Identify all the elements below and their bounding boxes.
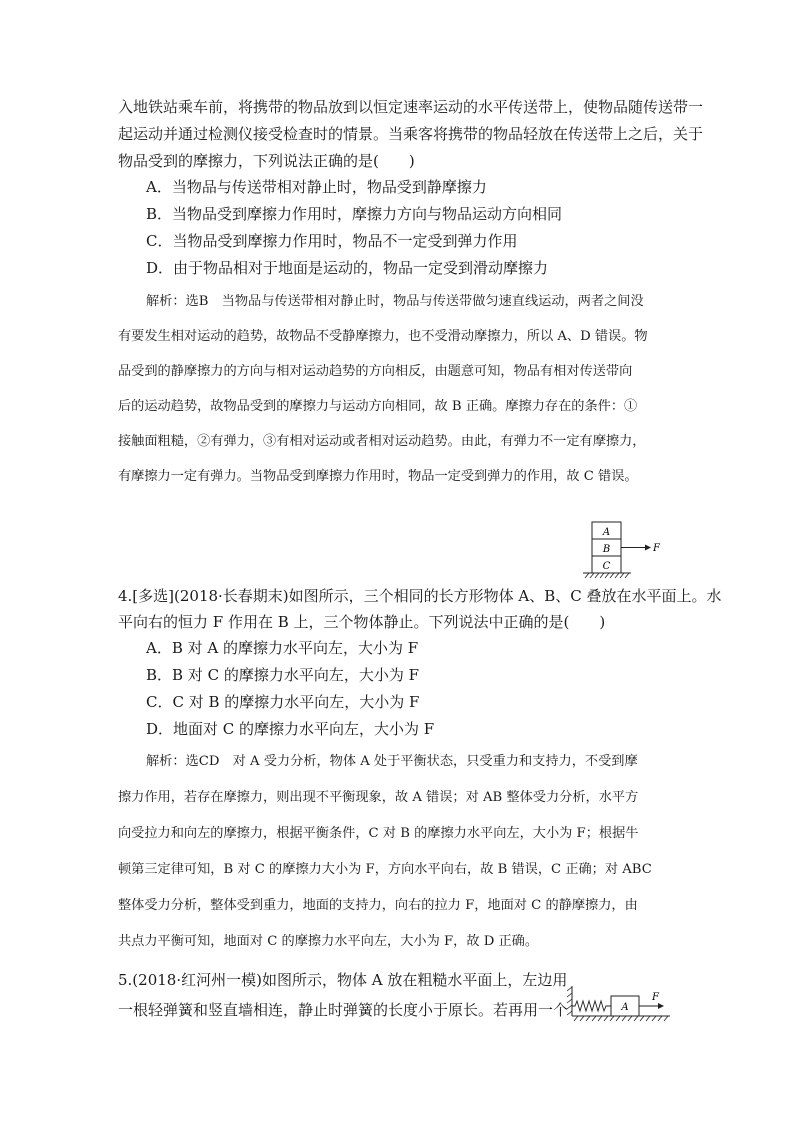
q3-option-a: A．当物品与传送带相对静止时，物品受到静摩擦力 [146, 178, 487, 196]
q5-stem-line-1: 5.(2018·红河州一模)如图所示，物体 A 放在粗糙水平面上，左边用 [118, 971, 568, 989]
q3-analysis-line-2: 有要发生相对运动的趋势，故物品不受静摩擦力，也不受滑动摩擦力，所以 A、D 错误。物 [118, 329, 648, 344]
spring-block-figure [566, 982, 678, 1024]
q5-stem-line-2: 一根轻弹簧和竖直墙相连，静止时弹簧的长度小于原长。若再用一个 [118, 1001, 569, 1019]
q3-analysis-line-6: 有摩擦力一定有弹力。当物品受到摩擦力作用时，物品一定受到弹力的作用，故 C 错误。 [118, 469, 638, 484]
q3-analysis-line-5: 接触面粗糙，②有弹力，③有相对运动或者相对运动趋势。由此，有弹力不一定有摩擦力， [118, 434, 646, 449]
q3-stem-line-2: 起运动并通过检测仪接受检查时的情景。当乘客将携带的物品轻放在传送带上之后，关于 [118, 125, 704, 143]
q4-analysis-line-6: 共点力平衡可知，地面对 C 的摩擦力水平向左，大小为 F，故 D 正确。 [118, 934, 539, 949]
q4-option-a: A．B 对 A 的摩擦力水平向左，大小为 F [146, 639, 419, 657]
block-c-label: C [602, 561, 611, 572]
q4-analysis-line-1: 解析：选CD 对 A 受力分析，物体 A 处于平衡状态，只受重力和支持力，不受到摩 [146, 754, 638, 769]
q3-analysis-line-3: 品受到的静摩擦力的方向与相对运动趋势的方向相反，由题意可知，物品有相对传送带向 [118, 364, 633, 379]
q4-option-b: B．B 对 C 的摩擦力水平向左，大小为 F [146, 666, 420, 684]
q4-stem-line-2: 平向右的恒力 F 作用在 B 上，三个物体静止。下列说法中正确的是( ) [118, 613, 606, 631]
q4-option-d: D．地面对 C 的摩擦力水平向左，大小为 F [146, 720, 435, 738]
ground-hatching [574, 1016, 668, 1021]
wall-hatching [567, 987, 572, 1015]
block-a-label: A [602, 527, 611, 538]
force-label: F [653, 543, 660, 554]
force-arrow-head [645, 545, 651, 551]
stacked-blocks-figure [575, 516, 675, 584]
spring-icon [572, 1001, 611, 1011]
q4-analysis-line-4: 顿第三定律可知，B 对 C 的摩擦力大小为 F，方向水平向右，故 B 错误，C 正确；对 ABC [118, 862, 652, 877]
q4-analysis-line-5: 整体受力分析，整体受到重力，地面的支持力，向右的拉力 F，地面对 C 的静摩擦力，由 [118, 898, 638, 913]
q3-analysis-line-1: 解析：选B 当物品与传送带相对静止时，物品与传送带做匀速直线运动，两者之间没 [146, 294, 644, 309]
q3-analysis-line-4: 后的运动趋势，故物品受到的摩擦力与运动方向相同，故 B 正确。摩擦力存在的条件：① [118, 399, 638, 414]
q4-analysis-line-3: 向受拉力和向左的摩擦力，根据平衡条件，C 对 B 的摩擦力水平向左，大小为 F；根据牛 [118, 826, 639, 841]
q4-analysis-line-2: 擦力作用，若存在摩擦力，则出现不平衡现象，故 A 错误；对 AB 整体受力分析，水平方 [118, 790, 639, 805]
q3-option-b: B．当物品受到摩擦力作用时，摩擦力方向与物品运动方向相同 [146, 205, 563, 223]
q3-option-c: C．当物品受到摩擦力作用时，物品不一定受到弹力作用 [146, 232, 518, 250]
force-arrow-head [658, 1003, 664, 1009]
q3-stem-line-3: 物品受到的摩擦力，下列说法正确的是( ) [118, 152, 415, 170]
q4-option-c: C．C 对 B 的摩擦力水平向左，大小为 F [146, 693, 420, 711]
q3-option-d: D．由于物品相对于地面是运动的，物品一定受到滑动摩擦力 [146, 259, 549, 277]
block-b-label: B [602, 544, 611, 555]
ground-hatching [585, 573, 629, 578]
block-a-label: A [621, 1002, 629, 1013]
q3-stem-line-1: 入地铁站乘车前，将携带的物品放到以恒定速率运动的水平传送带上，使物品随传送带一 [118, 98, 704, 116]
q4-stem-line-1: 4.[多选](2018·长春期末)如图所示，三个相同的长方形物体 A、B、C 叠放在水平面上。水 [118, 587, 722, 605]
force-label: F [652, 992, 659, 1003]
